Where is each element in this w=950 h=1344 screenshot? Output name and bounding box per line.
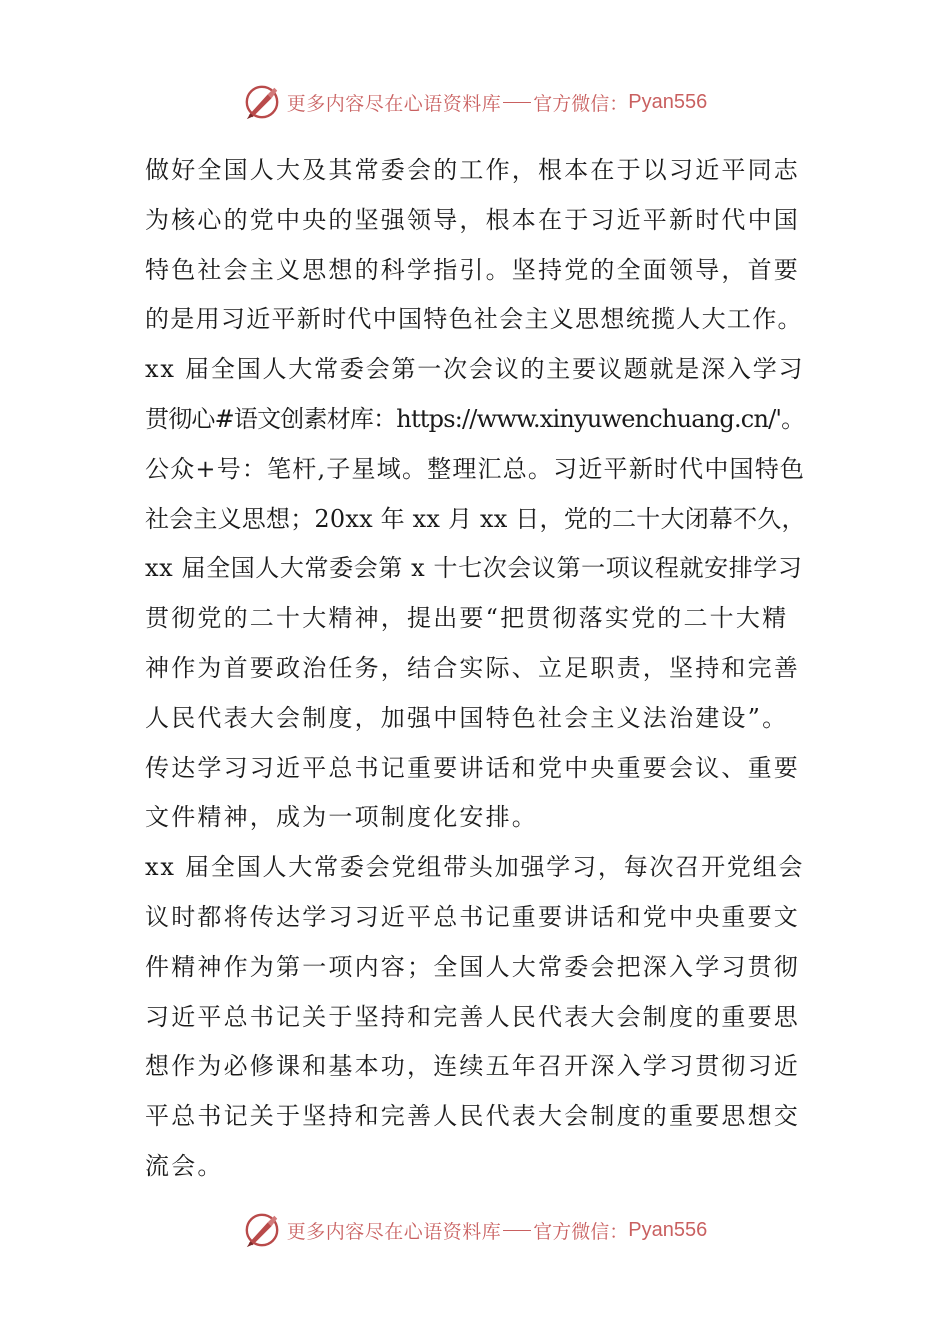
- body-line: 件精神作为第一项内容；全国人大常委会把深入学习贯彻: [145, 952, 800, 981]
- header-banner-divider: [503, 102, 531, 103]
- body-line: 贯彻党的二十大精神，提出要“把贯彻落实党的二十大精: [145, 604, 789, 633]
- footer-banner-id: Pyan556: [628, 1218, 708, 1241]
- body-line: xx 届全国人大常委会第一次会议的主要议题就是深入学习: [145, 355, 805, 384]
- body-line: 贯彻心#语文创素材库：https://www.xinyuwenchuang.cn/'。: [145, 404, 805, 433]
- body-line: 传达学习习近平总书记重要讲话和党中央重要会议、重要: [145, 753, 800, 782]
- body-line: 公众+号：笔杆,子星域。整理汇总。习近平新时代中国特色: [145, 454, 806, 483]
- body-line: 人民代表大会制度，加强中国特色社会主义法治建设”。: [145, 703, 789, 732]
- body-line: 的是用习近平新时代中国特色社会主义思想统揽人大工作。: [145, 305, 803, 334]
- pen-logo-icon: [243, 83, 281, 121]
- document-body: [145, 146, 807, 1192]
- body-line: 文件精神，成为一项制度化安排。: [145, 803, 538, 832]
- body-line: xx 届全国人大常委会第 x 十七次会议第一项议程就安排学习: [145, 554, 803, 583]
- body-line: 社会主义思想；20xx 年 xx 月 xx 日，党的二十大闭幕不久，: [145, 504, 806, 533]
- body-line: 习近平总书记关于坚持和完善人民代表大会制度的重要思: [145, 1002, 800, 1031]
- header-banner-id: Pyan556: [628, 90, 708, 113]
- footer-banner-text: 更多内容尽在心语资料库: [286, 1220, 502, 1243]
- header-banner-text: 更多内容尽在心语资料库: [286, 92, 502, 115]
- body-line: 流会。: [145, 1151, 224, 1180]
- header-banner-label: 官方微信：: [533, 92, 629, 115]
- header-banner: [0, 80, 950, 124]
- body-line: 想作为必修课和基本功，连续五年召开深入学习贯彻习近: [145, 1052, 800, 1081]
- body-line: xx 届全国人大常委会党组带头加强学习，每次召开党组会: [145, 853, 805, 882]
- footer-banner-divider: [503, 1230, 531, 1231]
- pen-logo-icon: [243, 1211, 281, 1249]
- body-line: 平总书记关于坚持和完善人民代表大会制度的重要思想交: [145, 1102, 800, 1131]
- body-line: 神作为首要政治任务，结合实际、立足职责，坚持和完善: [145, 653, 800, 682]
- body-line: 做好全国人大及其常委会的工作，根本在于以习近平同志: [145, 156, 800, 184]
- body-line: 为核心的党中央的坚强领导，根本在于习近平新时代中国: [145, 205, 800, 234]
- body-line: 特色社会主义思想的科学指引。坚持党的全面领导，首要: [145, 255, 800, 284]
- footer-banner: [0, 1208, 950, 1252]
- body-line: 议时都将传达学习习近平总书记重要讲话和党中央重要文: [145, 902, 800, 931]
- footer-banner-label: 官方微信：: [533, 1220, 629, 1243]
